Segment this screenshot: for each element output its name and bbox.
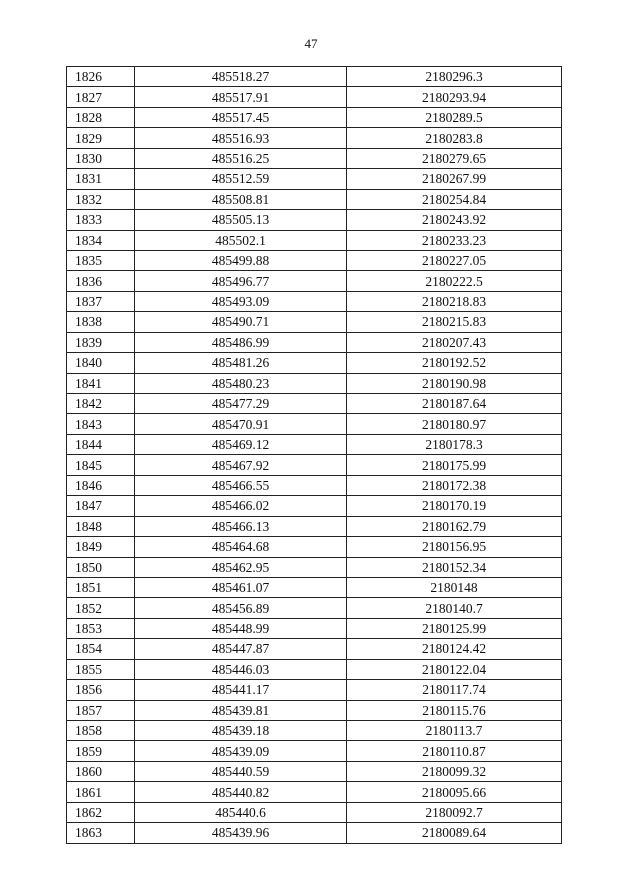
point-id-cell: 1856	[67, 680, 135, 700]
point-id-cell: 1828	[67, 107, 135, 127]
x-coordinate-cell: 485466.55	[135, 475, 347, 495]
point-id-cell: 1849	[67, 537, 135, 557]
point-id-cell: 1843	[67, 414, 135, 434]
point-id-cell: 1842	[67, 394, 135, 414]
x-coordinate-cell: 485464.68	[135, 537, 347, 557]
y-coordinate-cell: 2180267.99	[347, 169, 562, 189]
y-coordinate-cell: 2180122.04	[347, 659, 562, 679]
table-row	[67, 802, 562, 822]
point-id-cell: 1845	[67, 455, 135, 475]
table-row	[67, 148, 562, 168]
x-coordinate-cell: 485486.99	[135, 332, 347, 352]
table-row	[67, 128, 562, 148]
x-coordinate-cell: 485440.82	[135, 782, 347, 802]
page-number: 47	[304, 36, 318, 51]
y-coordinate-cell: 2180279.65	[347, 148, 562, 168]
y-coordinate-cell: 2180215.83	[347, 312, 562, 332]
y-coordinate-cell: 2180140.7	[347, 598, 562, 618]
table-row	[67, 312, 562, 332]
point-id-cell: 1863	[67, 823, 135, 843]
point-id-cell: 1841	[67, 373, 135, 393]
x-coordinate-cell: 485467.92	[135, 455, 347, 475]
y-coordinate-cell: 2180117.74	[347, 680, 562, 700]
y-coordinate-cell: 2180254.84	[347, 189, 562, 209]
y-coordinate-cell: 2180187.64	[347, 394, 562, 414]
point-id-cell: 1861	[67, 782, 135, 802]
y-coordinate-cell: 2180296.3	[347, 67, 562, 87]
y-coordinate-cell: 2180172.38	[347, 475, 562, 495]
table-row	[67, 87, 562, 107]
y-coordinate-cell: 2180243.92	[347, 210, 562, 230]
y-coordinate-cell: 2180099.32	[347, 761, 562, 781]
point-id-cell: 1850	[67, 557, 135, 577]
point-id-cell: 1844	[67, 434, 135, 454]
y-coordinate-cell: 2180178.3	[347, 434, 562, 454]
point-id-cell: 1831	[67, 169, 135, 189]
x-coordinate-cell: 485490.71	[135, 312, 347, 332]
x-coordinate-cell: 485440.6	[135, 802, 347, 822]
table-row	[67, 455, 562, 475]
table-row	[67, 291, 562, 311]
y-coordinate-cell: 2180283.8	[347, 128, 562, 148]
table-row	[67, 516, 562, 536]
x-coordinate-cell: 485439.18	[135, 721, 347, 741]
x-coordinate-cell: 485470.91	[135, 414, 347, 434]
point-id-cell: 1853	[67, 618, 135, 638]
coordinates-table-body	[67, 67, 562, 844]
point-id-cell: 1851	[67, 577, 135, 597]
y-coordinate-cell: 2180180.97	[347, 414, 562, 434]
table-row	[67, 761, 562, 781]
point-id-cell: 1832	[67, 189, 135, 209]
point-id-cell: 1858	[67, 721, 135, 741]
x-coordinate-cell: 485508.81	[135, 189, 347, 209]
point-id-cell: 1840	[67, 353, 135, 373]
table-row	[67, 557, 562, 577]
table-row	[67, 659, 562, 679]
point-id-cell: 1859	[67, 741, 135, 761]
table-row	[67, 189, 562, 209]
table-row	[67, 537, 562, 557]
x-coordinate-cell: 485505.13	[135, 210, 347, 230]
x-coordinate-cell: 485466.02	[135, 496, 347, 516]
table-row	[67, 823, 562, 843]
y-coordinate-cell: 2180092.7	[347, 802, 562, 822]
table-row	[67, 394, 562, 414]
table-row	[67, 250, 562, 270]
table-row	[67, 332, 562, 352]
y-coordinate-cell: 2180222.5	[347, 271, 562, 291]
table-row	[67, 496, 562, 516]
x-coordinate-cell: 485516.93	[135, 128, 347, 148]
x-coordinate-cell: 485440.59	[135, 761, 347, 781]
x-coordinate-cell: 485496.77	[135, 271, 347, 291]
y-coordinate-cell: 2180190.98	[347, 373, 562, 393]
point-id-cell: 1827	[67, 87, 135, 107]
y-coordinate-cell: 2180289.5	[347, 107, 562, 127]
table-row	[67, 271, 562, 291]
y-coordinate-cell: 2180233.23	[347, 230, 562, 250]
x-coordinate-cell: 485517.45	[135, 107, 347, 127]
point-id-cell: 1837	[67, 291, 135, 311]
table-row	[67, 414, 562, 434]
y-coordinate-cell: 2180110.87	[347, 741, 562, 761]
table-row	[67, 434, 562, 454]
y-coordinate-cell: 2180218.83	[347, 291, 562, 311]
y-coordinate-cell: 2180115.76	[347, 700, 562, 720]
table-row	[67, 741, 562, 761]
point-id-cell: 1857	[67, 700, 135, 720]
x-coordinate-cell: 485448.99	[135, 618, 347, 638]
table-row	[67, 598, 562, 618]
y-coordinate-cell: 2180152.34	[347, 557, 562, 577]
x-coordinate-cell: 485439.96	[135, 823, 347, 843]
y-coordinate-cell: 2180125.99	[347, 618, 562, 638]
point-id-cell: 1852	[67, 598, 135, 618]
point-id-cell: 1830	[67, 148, 135, 168]
x-coordinate-cell: 485499.88	[135, 250, 347, 270]
point-id-cell: 1826	[67, 67, 135, 87]
point-id-cell: 1839	[67, 332, 135, 352]
point-id-cell: 1836	[67, 271, 135, 291]
x-coordinate-cell: 485439.09	[135, 741, 347, 761]
y-coordinate-cell: 2180162.79	[347, 516, 562, 536]
point-id-cell: 1834	[67, 230, 135, 250]
x-coordinate-cell: 485502.1	[135, 230, 347, 250]
y-coordinate-cell: 2180175.99	[347, 455, 562, 475]
table-row	[67, 230, 562, 250]
x-coordinate-cell: 485481.26	[135, 353, 347, 373]
x-coordinate-cell: 485480.23	[135, 373, 347, 393]
x-coordinate-cell: 485477.29	[135, 394, 347, 414]
y-coordinate-cell: 2180293.94	[347, 87, 562, 107]
point-id-cell: 1833	[67, 210, 135, 230]
table-row	[67, 353, 562, 373]
x-coordinate-cell: 485461.07	[135, 577, 347, 597]
x-coordinate-cell: 485466.13	[135, 516, 347, 536]
table-row	[67, 639, 562, 659]
x-coordinate-cell: 485518.27	[135, 67, 347, 87]
table-row	[67, 210, 562, 230]
x-coordinate-cell: 485517.91	[135, 87, 347, 107]
x-coordinate-cell: 485512.59	[135, 169, 347, 189]
x-coordinate-cell: 485441.17	[135, 680, 347, 700]
y-coordinate-cell: 2180170.19	[347, 496, 562, 516]
x-coordinate-cell: 485439.81	[135, 700, 347, 720]
x-coordinate-cell: 485469.12	[135, 434, 347, 454]
table-row	[67, 618, 562, 638]
table-row	[67, 577, 562, 597]
table-row	[67, 107, 562, 127]
point-id-cell: 1848	[67, 516, 135, 536]
point-id-cell: 1829	[67, 128, 135, 148]
point-id-cell: 1835	[67, 250, 135, 270]
point-id-cell: 1847	[67, 496, 135, 516]
x-coordinate-cell: 485462.95	[135, 557, 347, 577]
table-row	[67, 67, 562, 87]
coordinates-table	[66, 66, 562, 844]
table-row	[67, 721, 562, 741]
table-row	[67, 475, 562, 495]
y-coordinate-cell: 2180095.66	[347, 782, 562, 802]
table-row	[67, 700, 562, 720]
y-coordinate-cell: 2180192.52	[347, 353, 562, 373]
point-id-cell: 1838	[67, 312, 135, 332]
point-id-cell: 1860	[67, 761, 135, 781]
y-coordinate-cell: 2180207.43	[347, 332, 562, 352]
x-coordinate-cell: 485493.09	[135, 291, 347, 311]
point-id-cell: 1854	[67, 639, 135, 659]
table-row	[67, 680, 562, 700]
table-row	[67, 169, 562, 189]
y-coordinate-cell: 2180113.7	[347, 721, 562, 741]
table-row	[67, 782, 562, 802]
x-coordinate-cell: 485456.89	[135, 598, 347, 618]
y-coordinate-cell: 2180148	[347, 577, 562, 597]
point-id-cell: 1862	[67, 802, 135, 822]
point-id-cell: 1855	[67, 659, 135, 679]
x-coordinate-cell: 485447.87	[135, 639, 347, 659]
y-coordinate-cell: 2180124.42	[347, 639, 562, 659]
table-row	[67, 373, 562, 393]
x-coordinate-cell: 485516.25	[135, 148, 347, 168]
x-coordinate-cell: 485446.03	[135, 659, 347, 679]
point-id-cell: 1846	[67, 475, 135, 495]
y-coordinate-cell: 2180227.05	[347, 250, 562, 270]
y-coordinate-cell: 2180089.64	[347, 823, 562, 843]
y-coordinate-cell: 2180156.95	[347, 537, 562, 557]
